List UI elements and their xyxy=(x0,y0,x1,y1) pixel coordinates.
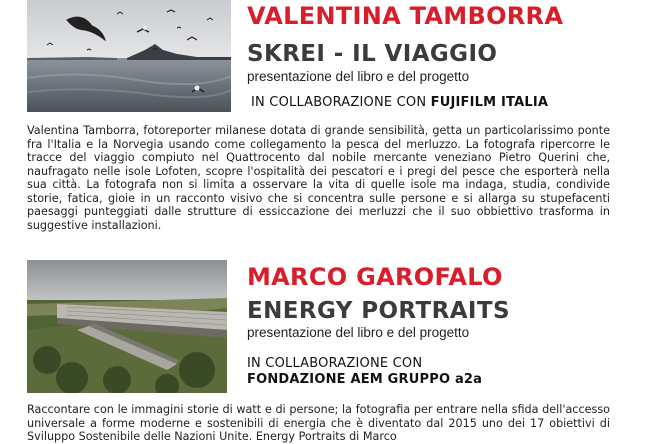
book-title: ENERGY PORTRAITS xyxy=(247,298,510,324)
photographer-name: MARCO GAROFALO xyxy=(247,263,503,291)
book-title: SKREI - IL VIAGGIO xyxy=(247,41,498,67)
event-description: Raccontare con le immagini storie di watt e di persone; la fotografia per entrare nella sfida dell'accesso universale a forme moderne e sostenibili di energia che è diventato dal 2015 uno dei 17 obiettivi di Sviluppo Sostenibile delle Nazioni Unite. Energy Portraits di Marco xyxy=(27,403,610,443)
event-description: Valentina Tamborra, fotoreporter milanese dotata di grande sensibilità, getta un particolarissimo ponte fra l'Italia e la Norvegia usando come collegamento la pesca del merluzzo. La fotografa ripercorre le tracce del viaggio compiuto nel Quattrocento dal nobile mercante veneziano Pietro Querini che, naufragato nelle isole Lofoten, scopre l'ospitalità dei pescatori e i pregi del pesce che esporterà nella sua città. La fotografa non si limita a osservare la vita di quelle isole ma indaga, studia, condivide storie, fatica, gioie in un racconto visivo che si concentra sulle persone e si allarga su stupefacenti paesaggi punteggiati dalle strutture di essiccazione dei merluzzi che il suo obbiettivo trasforma in suggestive installazioni. xyxy=(27,124,610,232)
collaboration-prefix: IN COLLABORAZIONE CON xyxy=(251,95,427,110)
seagulls-lofoten-photo xyxy=(27,0,231,112)
photographer-name: VALENTINA TAMBORRA xyxy=(247,2,564,30)
collaboration-line xyxy=(251,95,548,110)
book-subtitle: presentazione del libro e del progetto xyxy=(247,325,470,340)
partner-name: FONDAZIONE AEM GRUPPO a2a xyxy=(247,372,483,387)
collaboration-prefix: IN COLLABORAZIONE CON xyxy=(247,356,423,371)
book-subtitle: presentazione del libro e del progetto xyxy=(247,69,470,84)
partner-name: FUJIFILM ITALIA xyxy=(430,95,549,110)
corviale-building-photo xyxy=(27,260,227,393)
